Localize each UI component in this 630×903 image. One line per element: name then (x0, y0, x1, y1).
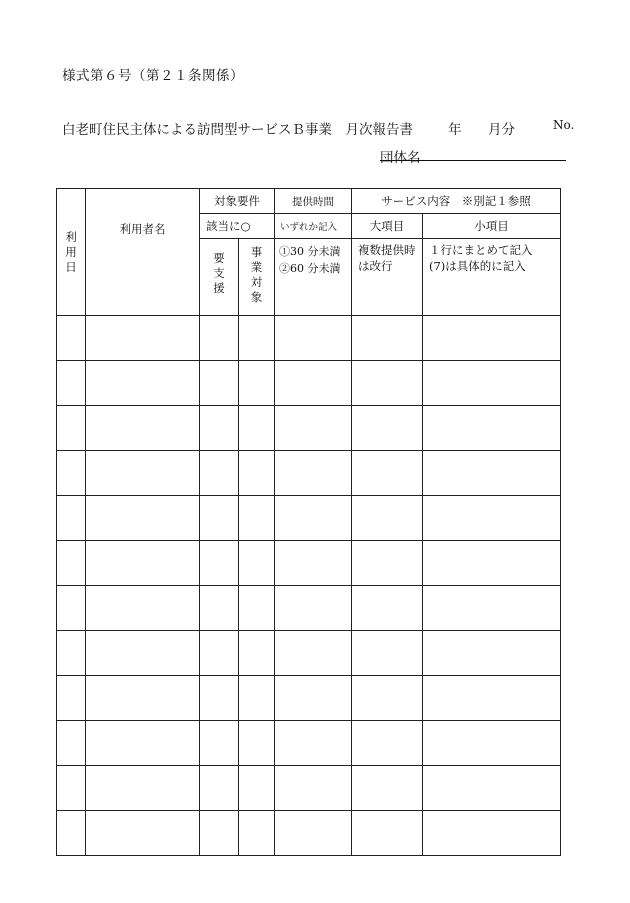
table-cell[interactable] (275, 361, 352, 406)
table-cell[interactable] (57, 496, 86, 541)
table-cell[interactable] (86, 811, 200, 856)
table-row (57, 586, 561, 631)
table-cell[interactable] (57, 586, 86, 631)
table-cell[interactable] (423, 586, 561, 631)
either-fill-header (275, 214, 352, 239)
service-content-header (352, 189, 561, 214)
business-target-label: 事 業 対 象 (250, 245, 263, 304)
table-cell[interactable] (352, 586, 423, 631)
table-row (57, 676, 561, 721)
table-row (57, 811, 561, 856)
table-cell[interactable] (239, 406, 275, 451)
table-cell[interactable] (200, 586, 239, 631)
table-cell[interactable] (275, 496, 352, 541)
table-cell[interactable] (57, 451, 86, 496)
minor-note (423, 239, 561, 316)
table-cell[interactable] (239, 451, 275, 496)
table-cell[interactable] (352, 496, 423, 541)
table-row (57, 541, 561, 586)
table-cell[interactable] (200, 811, 239, 856)
support-label: 要 支 援 (213, 251, 225, 295)
table-cell[interactable] (352, 676, 423, 721)
table-cell[interactable] (423, 811, 561, 856)
minor-item-label: 小項目 (474, 219, 509, 233)
table-cell[interactable] (423, 451, 561, 496)
table-cell[interactable] (239, 676, 275, 721)
table-cell[interactable] (423, 406, 561, 451)
use-day-header (57, 189, 86, 316)
table-cell[interactable] (275, 316, 352, 361)
provide-time-label: 提供時間 (292, 195, 334, 208)
service-content-label: サービス内容 ※別記１参照 (381, 194, 531, 208)
table-cell[interactable] (423, 541, 561, 586)
report-table (56, 188, 561, 856)
report-title: 白老町住民主体による訪問型サービスＢ事業 月次報告書 (62, 122, 413, 138)
table-cell[interactable] (423, 721, 561, 766)
table-cell[interactable] (57, 631, 86, 676)
table-cell[interactable] (275, 676, 352, 721)
table-cell[interactable] (86, 361, 200, 406)
table-cell[interactable] (57, 766, 86, 811)
minor-item-header (423, 214, 561, 239)
organization-label: 団体名 (380, 150, 421, 166)
table-cell[interactable] (239, 721, 275, 766)
table-cell[interactable] (239, 631, 275, 676)
table-cell[interactable] (423, 631, 561, 676)
table-cell[interactable] (352, 721, 423, 766)
major-note-line-1: 複数提供時 (358, 243, 416, 257)
table-cell[interactable] (352, 541, 423, 586)
table-cell[interactable] (86, 676, 200, 721)
table-cell[interactable] (57, 676, 86, 721)
table-cell[interactable] (239, 586, 275, 631)
table-row (57, 361, 561, 406)
table-cell[interactable] (352, 766, 423, 811)
table-cell[interactable] (275, 766, 352, 811)
table-cell[interactable] (200, 631, 239, 676)
table-cell[interactable] (275, 721, 352, 766)
table-cell[interactable] (86, 316, 200, 361)
table-cell[interactable] (275, 451, 352, 496)
table-row (57, 721, 561, 766)
table-cell[interactable] (86, 766, 200, 811)
table-cell[interactable] (239, 766, 275, 811)
table-cell[interactable] (239, 811, 275, 856)
table-cell[interactable] (200, 406, 239, 451)
table-cell[interactable] (200, 496, 239, 541)
major-note (352, 239, 423, 316)
number-label: No. (553, 118, 575, 132)
table-cell[interactable] (275, 586, 352, 631)
table-cell[interactable] (200, 541, 239, 586)
business-target-header (239, 239, 275, 316)
table-cell[interactable] (57, 721, 86, 766)
table-cell[interactable] (200, 316, 239, 361)
table-cell[interactable] (86, 496, 200, 541)
table-cell[interactable] (57, 361, 86, 406)
table-row (57, 451, 561, 496)
table-cell[interactable] (86, 406, 200, 451)
table-cell[interactable] (57, 541, 86, 586)
table-cell[interactable] (200, 721, 239, 766)
table-cell[interactable] (200, 361, 239, 406)
table-cell[interactable] (200, 676, 239, 721)
table-cell[interactable] (352, 361, 423, 406)
either-fill-label: いずれか記入 (280, 222, 338, 233)
table-cell[interactable] (352, 451, 423, 496)
table-row (57, 406, 561, 451)
year-label: 年 (448, 122, 462, 138)
table-cell[interactable] (423, 361, 561, 406)
table-cell[interactable] (57, 316, 86, 361)
table-cell[interactable] (423, 766, 561, 811)
target-requirement-label: 対象要件 (214, 194, 260, 208)
table-cell[interactable] (423, 496, 561, 541)
table-row (57, 496, 561, 541)
major-note-line-2: は改行 (358, 259, 393, 273)
form-number: 様式第６号（第２１条関係） (62, 68, 244, 84)
use-day-label: 利 用 日 (65, 229, 77, 274)
support-header (200, 239, 239, 316)
month-label: 月分 (488, 122, 515, 138)
applicable-label: 該当に○ (206, 219, 251, 233)
organization-underline (380, 160, 566, 161)
minor-note-line-1: １行にまとめて記入 (429, 243, 533, 257)
user-name-header (86, 189, 200, 316)
table-cell[interactable] (423, 676, 561, 721)
table-cell[interactable] (239, 541, 275, 586)
table-cell[interactable] (352, 631, 423, 676)
table-cell[interactable] (352, 316, 423, 361)
table-cell[interactable] (352, 406, 423, 451)
table-cell[interactable] (239, 316, 275, 361)
table-row (57, 766, 561, 811)
minor-note-line-2: (7)は具体的に記入 (429, 259, 526, 273)
table-cell[interactable] (352, 811, 423, 856)
table-cell[interactable] (275, 811, 352, 856)
major-item-header (352, 214, 423, 239)
table-cell[interactable] (275, 541, 352, 586)
applicable-header (200, 214, 275, 239)
table-cell[interactable] (86, 451, 200, 496)
target-requirement-header (200, 189, 275, 214)
table-cell[interactable] (239, 361, 275, 406)
table-cell[interactable] (86, 721, 200, 766)
table-cell[interactable] (239, 496, 275, 541)
table-cell[interactable] (275, 631, 352, 676)
table-row (57, 316, 561, 361)
table-cell[interactable] (200, 766, 239, 811)
user-name-label: 利用者名 (119, 222, 166, 236)
time-options (275, 239, 352, 316)
time-option-2: ②60 分未満 (279, 262, 341, 275)
table-cell[interactable] (86, 586, 200, 631)
table-cell[interactable] (275, 406, 352, 451)
time-option-1: ①30 分未満 (279, 245, 341, 258)
table-cell[interactable] (86, 541, 200, 586)
major-item-label: 大項目 (369, 219, 405, 233)
table-cell[interactable] (57, 811, 86, 856)
table-row (57, 631, 561, 676)
table-cell[interactable] (200, 451, 239, 496)
table-cell[interactable] (57, 406, 86, 451)
table-cell[interactable] (86, 631, 200, 676)
table-cell[interactable] (423, 316, 561, 361)
provide-time-header (275, 189, 352, 214)
